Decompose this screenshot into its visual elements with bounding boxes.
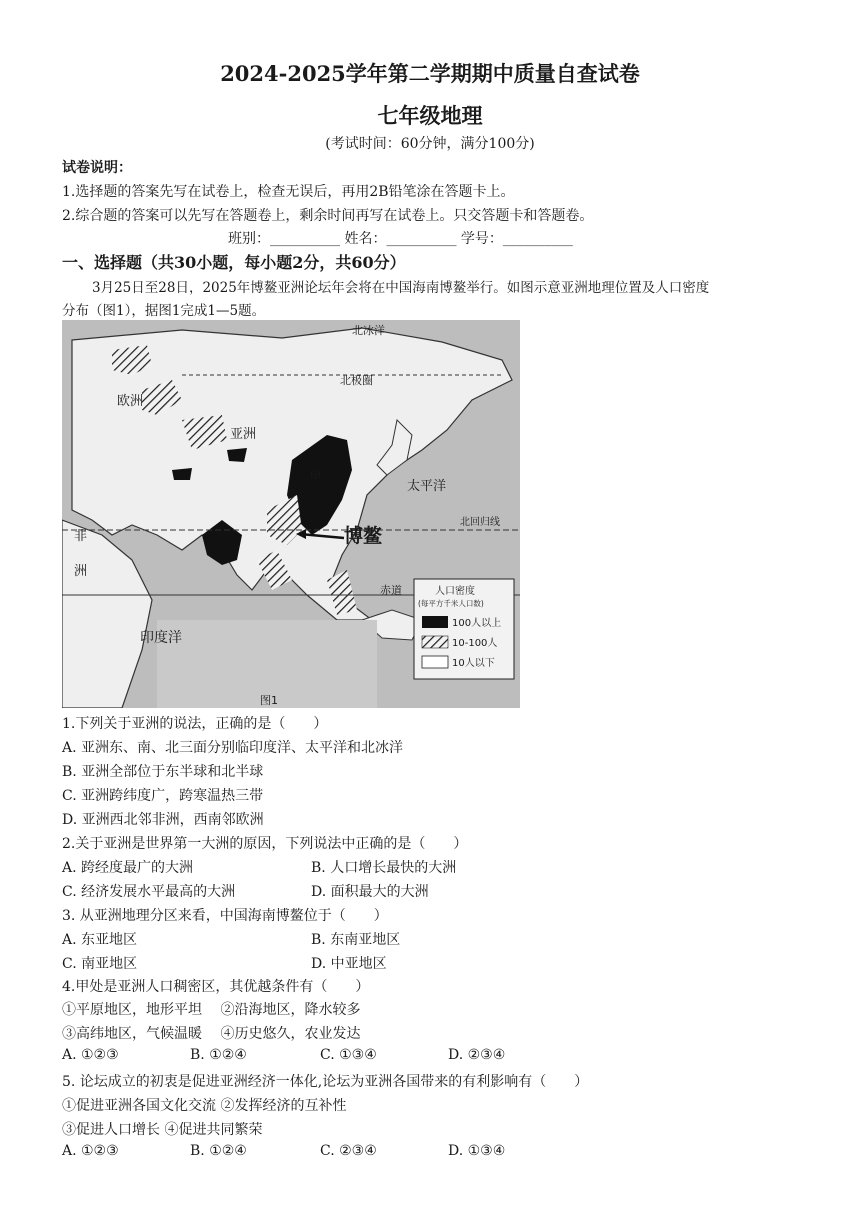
option-a: A. 跨经度最广的大洲 bbox=[62, 860, 194, 876]
option-c: C. ②③④ bbox=[320, 1143, 377, 1159]
map-label-africa: 非 bbox=[74, 529, 88, 544]
legend-swatch-high bbox=[422, 616, 448, 628]
option-b: B. 人口增长最快的大洲 bbox=[311, 860, 457, 876]
map-label-asia: 亚洲 bbox=[230, 427, 257, 442]
legend-swatch-mid bbox=[422, 636, 448, 648]
map-legend bbox=[414, 579, 514, 679]
statement-line: ①促进亚洲各国文化交流 ②发挥经济的互补性 bbox=[62, 1098, 347, 1114]
option-b: B. 亚洲全部位于东半球和北半球 bbox=[62, 764, 264, 780]
map-label-europe: 欧洲 bbox=[117, 394, 144, 409]
option-d: D. 亚洲西北邻非洲，西南邻欧洲 bbox=[62, 812, 264, 828]
question-stem: 2.关于亚洲是世界第一大洲的原因，下列说法中正确的是（ ） bbox=[62, 836, 468, 852]
question-stem: 4.甲处是亚洲人口稠密区，其优越条件有（ ） bbox=[62, 979, 370, 995]
option-d: D. ①③④ bbox=[448, 1143, 506, 1159]
option-b: B. ①②④ bbox=[190, 1047, 247, 1063]
map-label-arctic-ocean: 北冰洋 bbox=[352, 324, 385, 337]
student-info-fields: 班别：__________ 姓名：__________ 学号：__________ bbox=[228, 231, 573, 247]
option-d: D. ②③④ bbox=[448, 1047, 506, 1063]
option-d: D. 面积最大的大洲 bbox=[311, 884, 429, 900]
asia-population-map bbox=[62, 320, 520, 708]
option-b: B. 东南亚地区 bbox=[311, 932, 401, 948]
legend-unit: (每平方千米人口数) bbox=[418, 599, 484, 608]
density-high-region bbox=[227, 448, 247, 462]
exam-title: 2024-2025学年第二学期期中质量自查试卷 bbox=[220, 61, 640, 86]
map-label-africa: 洲 bbox=[74, 564, 88, 579]
option-c: C. 亚洲跨纬度广，跨寒温热三带 bbox=[62, 788, 264, 804]
statement-line: ①平原地区，地形平坦 ②沿海地区，降水较多 bbox=[62, 1002, 361, 1018]
question-stem: 1.下列关于亚洲的说法，正确的是（ ） bbox=[62, 716, 328, 732]
exam-info: (考试时间：60分钟，满分100分) bbox=[325, 136, 535, 152]
option-d: D. 中亚地区 bbox=[311, 956, 387, 972]
option-c: C. ①③④ bbox=[320, 1047, 377, 1063]
map-label-pacific: 太平洋 bbox=[407, 479, 447, 494]
option-a: A. 亚洲东、南、北三面分别临印度洋、太平洋和北冰洋 bbox=[62, 740, 404, 756]
map-label-jia: 甲 bbox=[310, 470, 321, 483]
option-c: C. 南亚地区 bbox=[62, 956, 138, 972]
section-intro: 分布（图1），据图1完成1—5题。 bbox=[62, 303, 266, 319]
legend-swatch-low bbox=[422, 656, 448, 668]
map-label-boao: 博鳌 bbox=[344, 525, 383, 547]
section-intro: 3月25日至28日，2025年博鳌亚洲论坛年会将在中国海南博鳌举行。如图示意亚洲地理位置及人口密度 bbox=[92, 280, 710, 296]
map-label-tropic: 北回归线 bbox=[460, 517, 500, 528]
instruction-item: 2.综合题的答案可以先写在答题卷上，剩余时间再写在试卷上。只交答题卡和答题卷。 bbox=[62, 208, 594, 224]
density-high-region bbox=[172, 468, 192, 480]
exam-subtitle: 七年级地理 bbox=[377, 103, 483, 128]
map-label-arctic-circle: 北极圈 bbox=[340, 374, 373, 387]
section-heading: 一、选择题（共30小题，每小题2分，共60分） bbox=[62, 253, 406, 272]
question-stem: 5. 论坛成立的初衷是促进亚洲经济一体化,论坛为亚洲各国带来的有利影响有（ ） bbox=[62, 1074, 589, 1090]
statement-line: ③促进人口增长 ④促进共同繁荣 bbox=[62, 1122, 263, 1138]
map-label-equator: 赤道 bbox=[380, 584, 402, 597]
option-c: C. 经济发展水平最高的大洲 bbox=[62, 884, 236, 900]
instruction-item: 1.选择题的答案先写在试卷上，检查无误后，再用2B铅笔涂在答题卡上。 bbox=[62, 184, 515, 200]
option-a: A. ①②③ bbox=[62, 1143, 119, 1159]
statement-line: ③高纬地区，气候温暖 ④历史悠久，农业发达 bbox=[62, 1026, 361, 1042]
question-stem: 3. 从亚洲地理分区来看，中国海南博鳌位于（ ） bbox=[62, 908, 388, 924]
option-a: A. 东亚地区 bbox=[62, 932, 138, 948]
option-a: A. ①②③ bbox=[62, 1047, 119, 1063]
option-b: B. ①②④ bbox=[190, 1143, 247, 1159]
legend-item: 10人以下 bbox=[452, 658, 495, 669]
map-label-indian-ocean: 印度洋 bbox=[140, 630, 182, 646]
figure-label: 图1 bbox=[260, 694, 278, 707]
legend-item: 100人以上 bbox=[452, 618, 502, 629]
legend-title: 人口密度 bbox=[435, 586, 475, 597]
instructions-heading: 试卷说明： bbox=[62, 160, 132, 176]
legend-item: 10-100人 bbox=[452, 638, 498, 649]
